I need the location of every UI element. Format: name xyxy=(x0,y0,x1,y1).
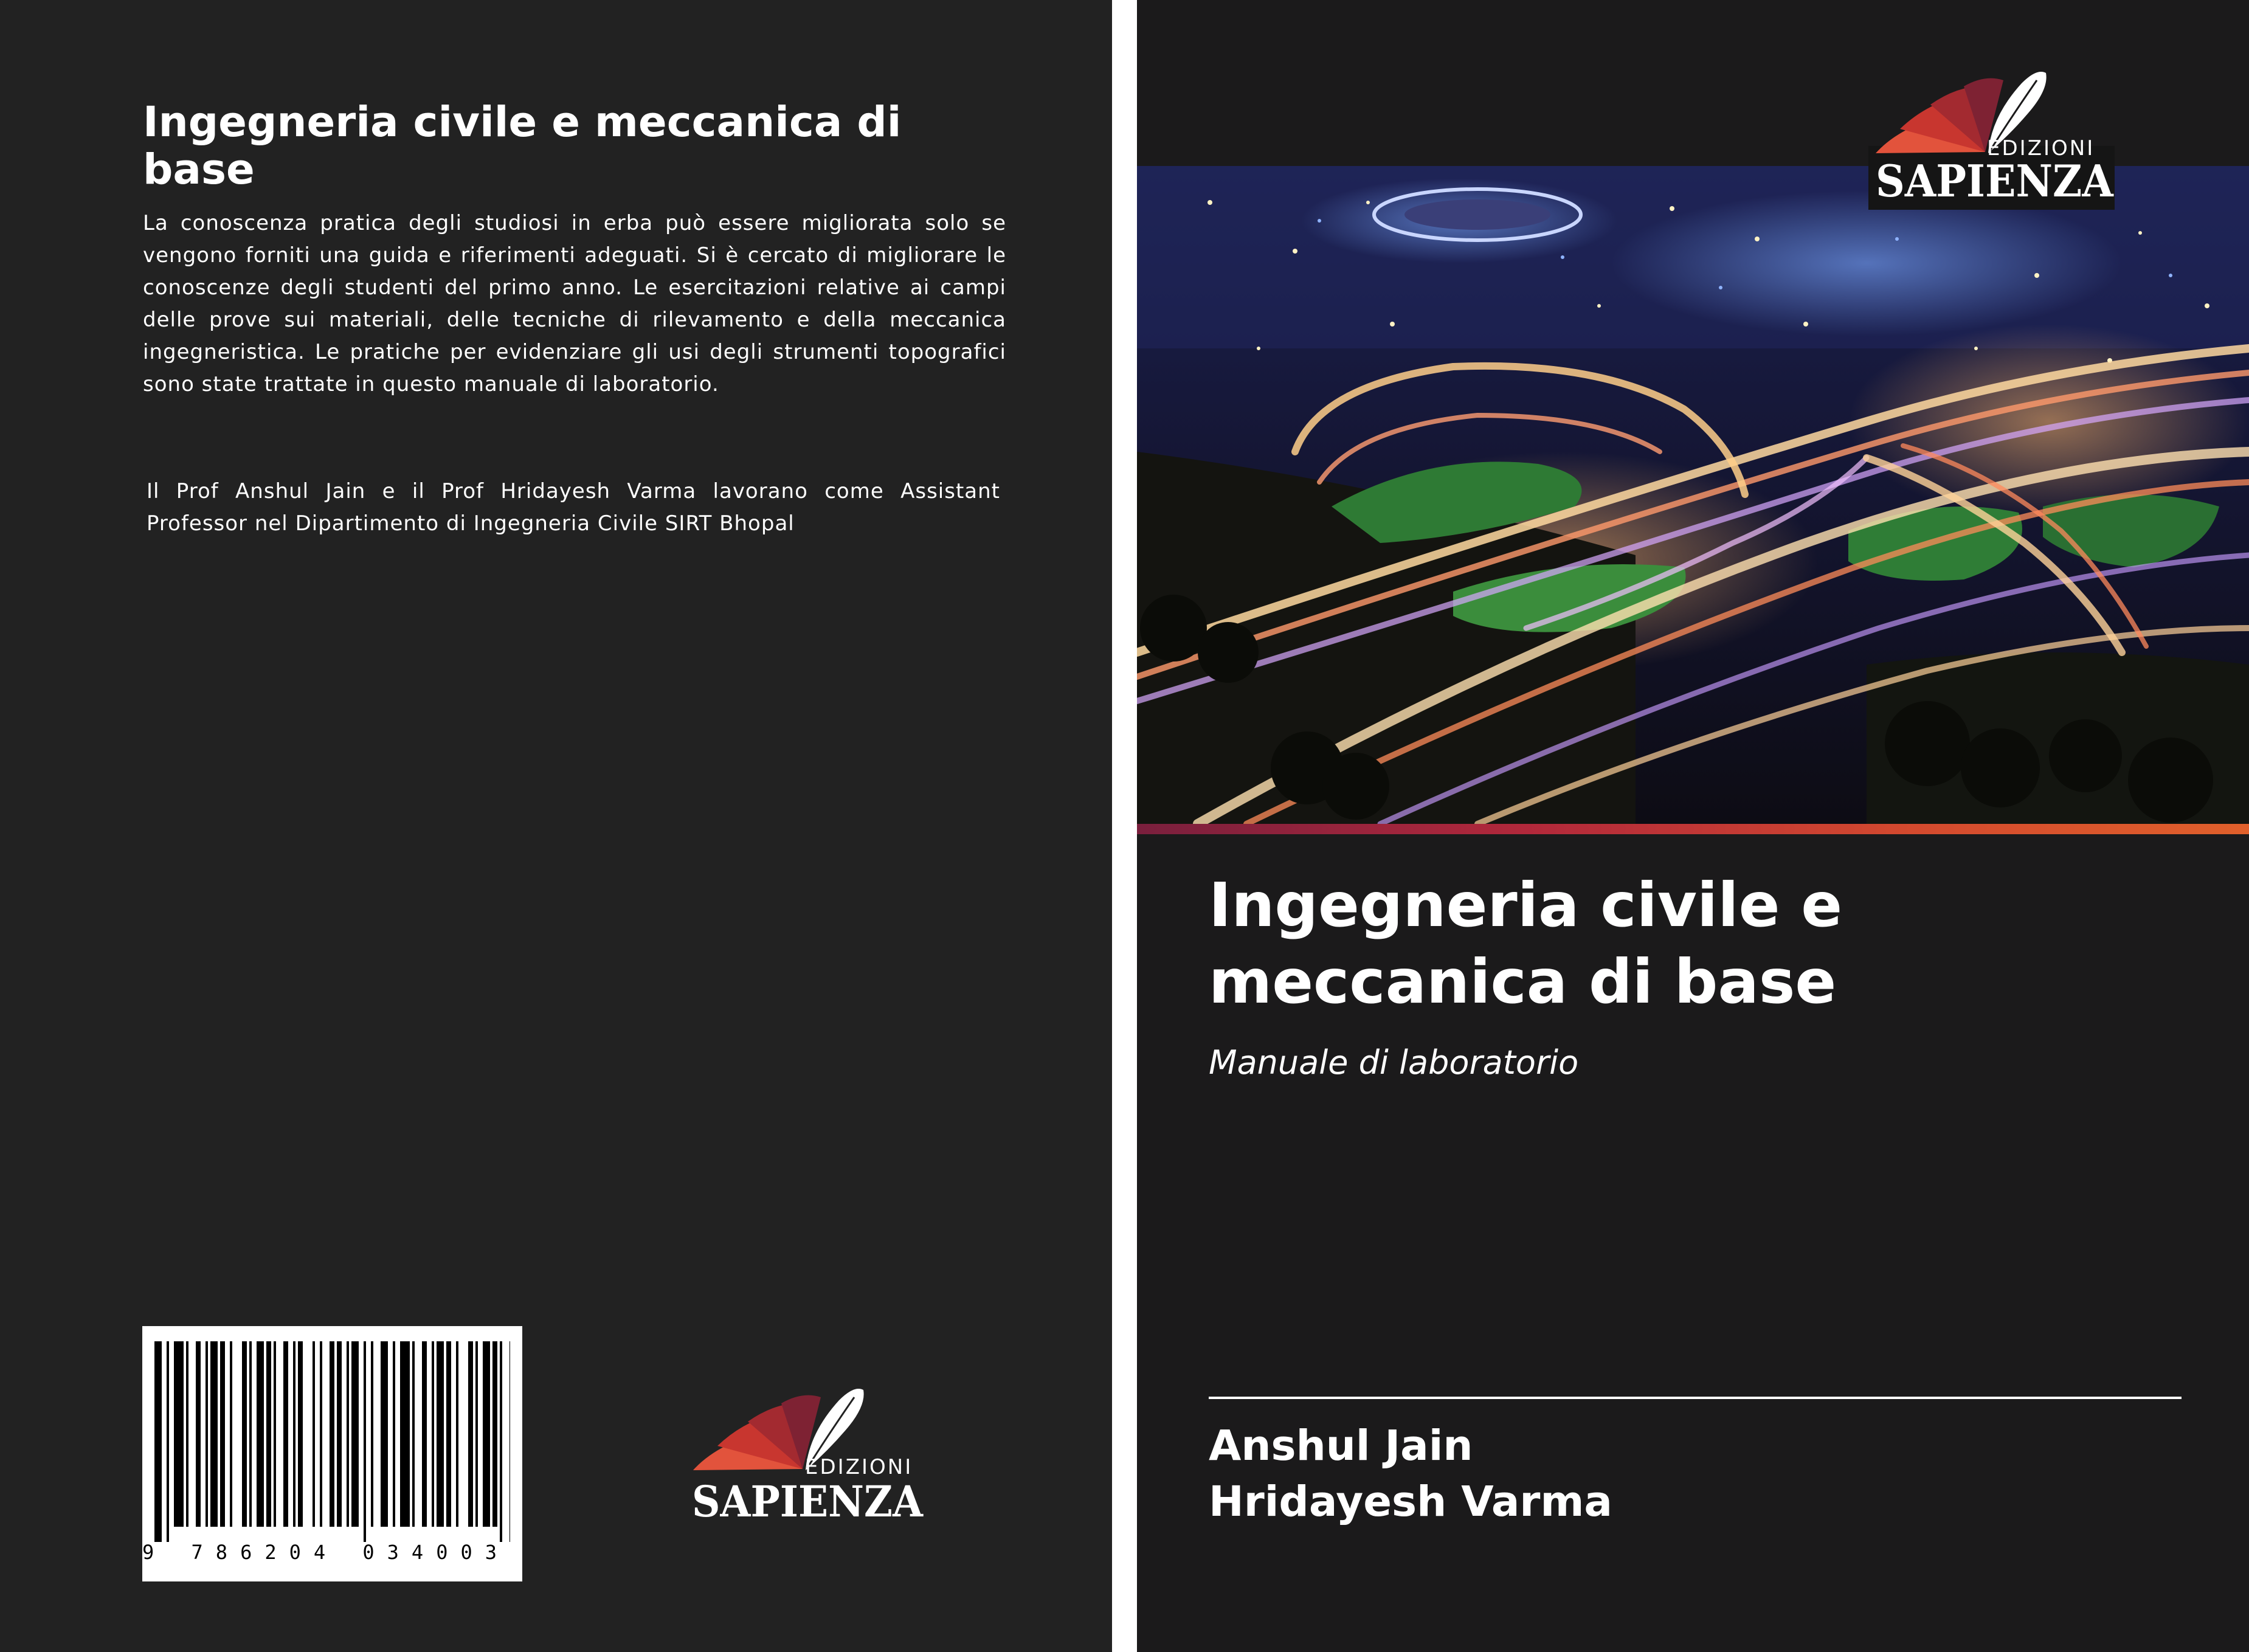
publisher-name: SAPIENZA xyxy=(692,1476,923,1527)
front-cover xyxy=(1137,0,2249,1652)
author-name: Anshul Jain xyxy=(1209,1422,1473,1470)
back-cover xyxy=(0,0,1112,1652)
author-divider xyxy=(1209,1397,2182,1399)
publisher-edizioni-label: EDIZIONI xyxy=(805,1455,913,1479)
back-cover-title: Ingegneria civile e meccanica di base xyxy=(143,98,902,194)
isbn-barcode xyxy=(142,1326,522,1581)
isbn-number: 9 786204 034003 xyxy=(142,1541,510,1564)
front-cover-subtitle: Manuale di laboratorio xyxy=(1209,1043,1579,1082)
publisher-name: SAPIENZA xyxy=(1876,155,2113,207)
author-name: Hridayesh Varma xyxy=(1209,1477,1612,1526)
publisher-logo-front xyxy=(1864,62,2119,211)
night-highway-interchange-photo xyxy=(1137,166,2249,824)
publisher-logo-back xyxy=(681,1379,936,1537)
back-cover-author-bio: Il Prof Anshul Jain e il Prof Hridayesh Varma lavorano come Assistant Professor nel Dipartimento di Ingegneria Civile SIRT Bhopal xyxy=(147,479,1000,536)
accent-stripe xyxy=(1137,824,2249,834)
back-cover-description: La conoscenza pratica degli studiosi in erba può essere migliorata solo se vengono forniti una guida e riferimenti adeguati. Si è cercato di migliorare le conoscenze degli studenti del primo anno. Le esercitazioni relative ai campi delle prove sui materiali, delle tecniche di rilevamento e della meccanica ingegneristica. Le pratiche per evidenziare gli usi degli strumenti topografici sono state trattate in questo manuale di laboratorio. xyxy=(143,211,1006,396)
spine-gap xyxy=(1112,0,1137,1652)
publisher-edizioni-label: EDIZIONI xyxy=(1987,136,2095,161)
front-cover-title: Ingegneria civile e meccanica di base xyxy=(1209,869,1843,1017)
barcode-bars-icon xyxy=(154,1341,510,1542)
